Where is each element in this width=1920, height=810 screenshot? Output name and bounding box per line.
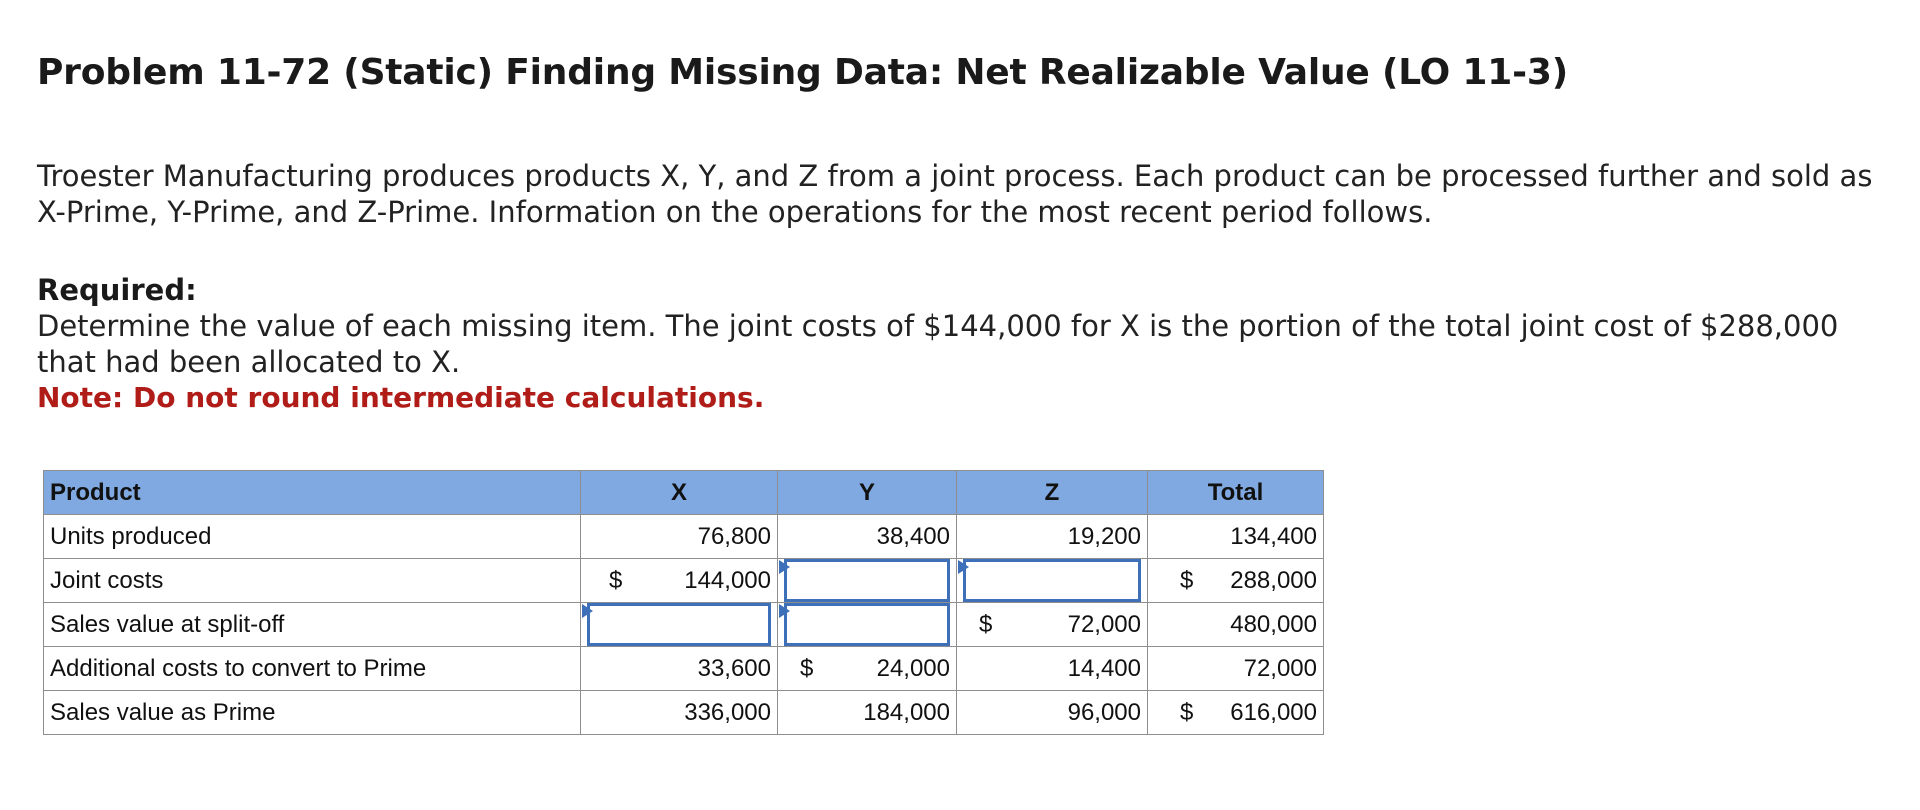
input-marker-icon <box>779 604 790 618</box>
joint-costs-total <box>1148 559 1324 603</box>
sales-prime-total-value: 616,000 <box>1230 698 1317 726</box>
required-heading: Required: <box>37 273 197 307</box>
table-row <box>44 647 1324 691</box>
table-header-row <box>44 471 1324 515</box>
sales-prime-y: 184,000 <box>778 691 957 735</box>
units-produced-y: 38,400 <box>778 515 957 559</box>
currency-symbol: $ <box>609 566 623 594</box>
additional-costs-x: 33,600 <box>581 647 778 691</box>
joint-costs-x <box>581 559 778 603</box>
header-y: Y <box>778 471 957 515</box>
table-row <box>44 559 1324 603</box>
required-section <box>37 272 1897 416</box>
input-marker-icon <box>958 560 969 574</box>
row-label-sales-prime: Sales value as Prime <box>44 691 581 735</box>
sales-split-off-total: 480,000 <box>1148 603 1324 647</box>
units-produced-total: 134,400 <box>1148 515 1324 559</box>
sales-split-off-x-input[interactable] <box>587 603 771 646</box>
header-product: Product <box>44 471 581 515</box>
joint-costs-y-cell <box>778 559 957 603</box>
sales-prime-x: 336,000 <box>581 691 778 735</box>
currency-symbol: $ <box>1180 698 1194 726</box>
sales-split-off-z-value: 72,000 <box>1067 610 1141 638</box>
row-label-joint-costs: Joint costs <box>44 559 581 603</box>
additional-costs-y-value: 24,000 <box>876 654 950 682</box>
sales-prime-total <box>1148 691 1324 735</box>
row-label-additional-costs: Additional costs to convert to Prime <box>44 647 581 691</box>
sales-split-off-x-cell <box>581 603 778 647</box>
page-title: Problem 11-72 (Static) Finding Missing Data: Net Realizable Value (LO 11-3) <box>37 52 1568 93</box>
additional-costs-z: 14,400 <box>957 647 1148 691</box>
units-produced-x: 76,800 <box>581 515 778 559</box>
currency-symbol: $ <box>1180 566 1194 594</box>
required-text: Determine the value of each missing item. The joint costs of $144,000 for X is the portion of the total joint cost of $288,000 that had been allocated to X. <box>37 309 1839 379</box>
row-label-units-produced: Units produced <box>44 515 581 559</box>
joint-costs-z-input[interactable] <box>963 559 1141 602</box>
sales-split-off-y-input[interactable] <box>784 603 950 646</box>
units-produced-z: 19,200 <box>957 515 1148 559</box>
sales-split-off-y-cell <box>778 603 957 647</box>
row-label-sales-split-off: Sales value at split-off <box>44 603 581 647</box>
joint-costs-y-input[interactable] <box>784 559 950 602</box>
currency-symbol: $ <box>979 610 993 638</box>
sales-split-off-z <box>957 603 1148 647</box>
data-table <box>43 470 1324 735</box>
sales-prime-z: 96,000 <box>957 691 1148 735</box>
table-row <box>44 603 1324 647</box>
currency-symbol: $ <box>800 654 814 682</box>
header-z: Z <box>957 471 1148 515</box>
header-total: Total <box>1148 471 1324 515</box>
additional-costs-y <box>778 647 957 691</box>
input-marker-icon <box>582 604 593 618</box>
joint-costs-total-value: 288,000 <box>1230 566 1317 594</box>
header-x: X <box>581 471 778 515</box>
joint-costs-x-value: 144,000 <box>684 566 771 594</box>
additional-costs-total: 72,000 <box>1148 647 1324 691</box>
table-row <box>44 691 1324 735</box>
intro-paragraph: Troester Manufacturing produces products X, Y, and Z from a joint process. Each product can be processed further and sold as X-Prime, Y-Prime, and Z-Prime. Information on the operations for the most recent period follows. <box>37 159 1873 229</box>
input-marker-icon <box>779 560 790 574</box>
joint-costs-z-cell <box>957 559 1148 603</box>
table-row <box>44 515 1324 559</box>
rounding-note: Note: Do not round intermediate calculations. <box>37 381 765 414</box>
